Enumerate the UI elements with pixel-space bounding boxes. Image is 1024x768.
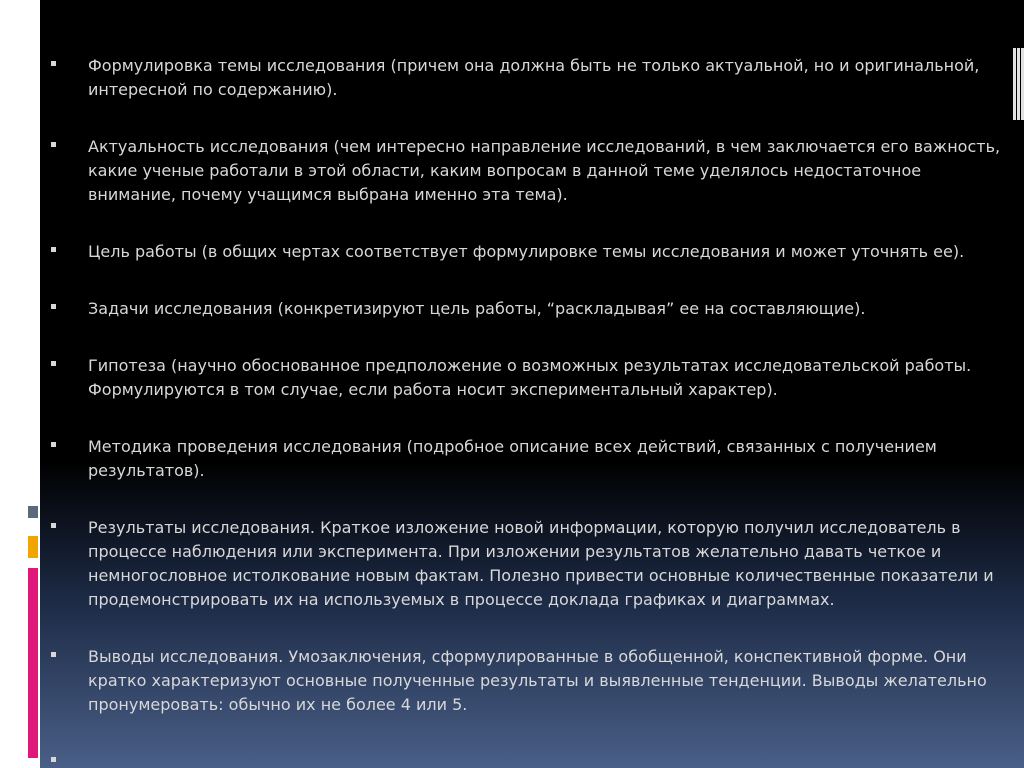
- bullet-marker-icon: [51, 361, 56, 366]
- bullet-marker-icon: [51, 757, 56, 762]
- bullet-item: [48, 240, 1010, 264]
- bullet-marker-icon: [51, 523, 56, 528]
- bullet-marker-icon: [51, 247, 56, 252]
- decorative-color-bars-left: [28, 506, 38, 758]
- bullet-item: [48, 516, 1010, 612]
- bullet-marker-icon: [51, 442, 56, 447]
- decorative-bar-orange: [28, 536, 38, 558]
- bullet-text: Цель работы (в общих чертах соответствует формулировке темы исследования и может уточнять ее).: [88, 242, 965, 261]
- bullet-marker-icon: [51, 652, 56, 657]
- bullet-marker-icon: [51, 61, 56, 66]
- decorative-bar-gray: [28, 506, 38, 518]
- decorative-bar: [1013, 48, 1016, 120]
- bullet-text: Гипотеза (научно обоснованное предположение о возможных результатах исследовательской работы. Формулируются в том случае, если работа носит экспериментальный характер).: [88, 356, 972, 399]
- bullet-text: Выводы исследования. Умозаключения, сформулированные в обобщенной, конспективной форме. Они кратко характеризуют основные полученные результаты и выявленные тенденции. Выводы желательно пронумеровать: обычно их не более 4 или 5.: [88, 647, 987, 714]
- bullet-item: [48, 354, 1010, 402]
- bullet-marker-icon: [51, 142, 56, 147]
- decorative-bar: [1017, 48, 1020, 120]
- bullet-text: Методика проведения исследования (подробное описание всех действий, связанных с получением результатов).: [88, 437, 937, 480]
- bullet-item: [48, 135, 1010, 207]
- bullet-marker-icon: [51, 304, 56, 309]
- bullet-text: Задачи исследования (конкретизируют цель работы, “раскладывая” ее на составляющие).: [88, 299, 866, 318]
- decorative-bar-magenta: [28, 568, 38, 758]
- bullet-text: Актуальность исследования (чем интересно направление исследований, в чем заключается его важность, какие ученые работали в этой области, каким вопросам в данной теме уделялось недостаточное внимание, почему учащимся выбрана именно эта тема).: [88, 137, 1001, 204]
- bullet-item: [48, 297, 1010, 321]
- bullet-item: [48, 645, 1010, 717]
- bullet-item: [48, 54, 1010, 102]
- bullet-text: Формулировка темы исследования (причем она должна быть не только актуальной, но и оригинальной, интересной по содержанию).: [88, 56, 980, 99]
- bullet-item: [48, 435, 1010, 483]
- bullet-list: [48, 54, 1010, 750]
- bullet-text: Результаты исследования. Краткое изложение новой информации, которую получил исследователь в процессе наблюдения или эксперимента. При изложении результатов желательно давать четкое и немногословное истолкование новым фактам. Полезно привести основные количественные показатели и продемонстрировать их на используемых в процессе доклада графиках и диаграммах.: [88, 518, 994, 609]
- decorative-bars-right: [1013, 48, 1024, 120]
